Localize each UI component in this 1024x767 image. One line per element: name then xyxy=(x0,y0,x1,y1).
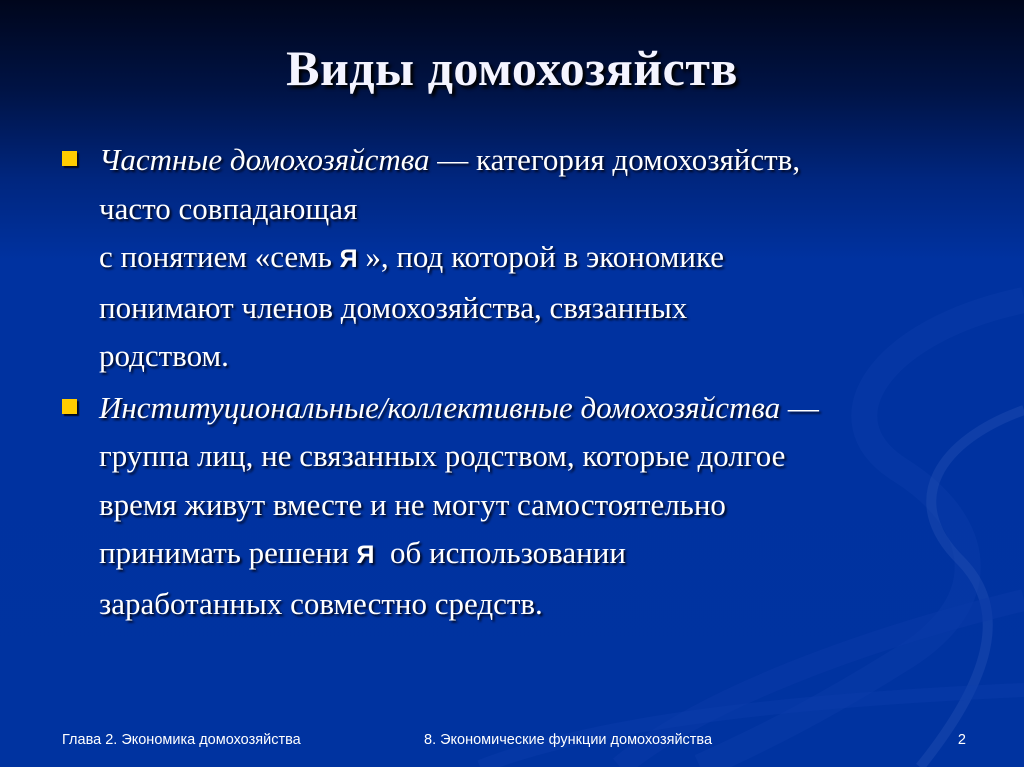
definition-text: — категория домохозяйств, xyxy=(429,142,801,177)
item-line: часто совпадающая xyxy=(99,190,358,226)
item-line xyxy=(99,529,962,580)
bullet-square-icon xyxy=(62,151,77,166)
footer-section: 8. Экономические функции домохозяйства xyxy=(424,732,713,748)
letter-ya: Я xyxy=(339,245,358,273)
term-private-households: Частные домохозяйства xyxy=(99,142,430,177)
item-line: понимают членов домохозяйства, связанных xyxy=(99,289,688,325)
definition-text: — xyxy=(780,389,819,425)
item-line xyxy=(99,136,962,185)
footer-chapter: Глава 2. Экономика домохозяйства xyxy=(62,732,301,748)
footer-page-number: 2 xyxy=(957,732,966,748)
bullet-item-institutional-households xyxy=(62,384,962,629)
item-line: группа лиц, не связанных родством, которые долгое xyxy=(99,438,786,473)
text-fragment: об использовании xyxy=(374,535,626,570)
letter-ya: Я xyxy=(356,541,375,569)
item-line: заработанных совместно средств. xyxy=(99,585,543,621)
bullet-list xyxy=(62,136,962,628)
text-fragment: с понятием «семь xyxy=(99,239,340,274)
text-fragment: принимать решени xyxy=(99,535,357,570)
item-line xyxy=(99,233,962,284)
slide-title: Виды домохозяйств xyxy=(286,40,738,96)
item-line: время живут вместе и не могут самостоятельно xyxy=(99,486,726,522)
bullet-square-icon xyxy=(62,399,77,414)
text-fragment: », под которой в экономике xyxy=(357,239,725,274)
bullet-item-private-households xyxy=(62,136,962,381)
term-institutional-households: Институциональные/коллективные домохозяйства xyxy=(99,389,781,425)
item-line: родством. xyxy=(99,338,229,373)
item-line xyxy=(99,384,962,433)
